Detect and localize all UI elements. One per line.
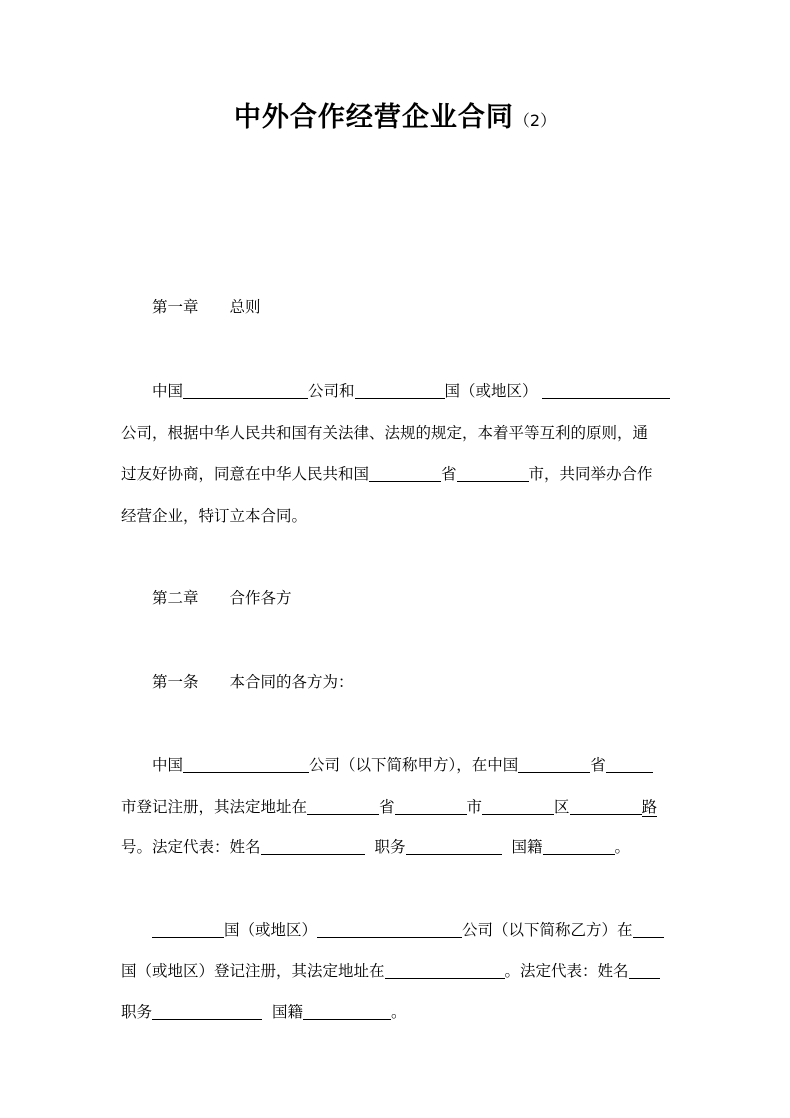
p1-text: 中国: [152, 382, 184, 400]
chapter-2-name: 合作各方: [229, 589, 292, 607]
party-b-name-blank: [317, 920, 462, 938]
p2-text: 市登记注册，其法定地址在: [121, 798, 308, 816]
p2-text: 路: [641, 798, 658, 816]
chapter-2-number: 第二章: [152, 589, 199, 607]
title-main: 中外合作经营企业合同: [233, 102, 514, 133]
p2-line3: [121, 836, 671, 858]
p2-line1: [152, 754, 671, 776]
address-blank: [385, 961, 505, 979]
representative-name-blank: [629, 961, 660, 979]
nationality-blank: [303, 1002, 391, 1020]
p2-text: 区: [554, 798, 570, 816]
p1-text: 过友好协商，同意在中华人民共和国: [121, 465, 370, 483]
p1-line1: [152, 380, 671, 402]
p3-line2: [121, 960, 671, 982]
p2-text: 国籍: [511, 838, 543, 856]
foreign-company-blank: [542, 381, 670, 399]
party-b-country-blank: [152, 920, 224, 938]
chapter-2-heading: [152, 587, 671, 609]
representative-name-blank: [261, 837, 365, 855]
city-blank: [457, 464, 529, 482]
chapter-1-number: 第一章: [152, 298, 199, 316]
address-road-blank: [570, 797, 642, 815]
article-1-number: 第一条: [152, 673, 199, 691]
position-blank: [152, 1002, 262, 1020]
article-1-text: 本合同的各方为：: [229, 673, 354, 691]
p3-text: 国籍: [272, 1003, 304, 1021]
address-district-blank: [482, 797, 554, 815]
p3-line3: [121, 1001, 671, 1023]
p3-text: 公司（以下简称乙方）在: [462, 921, 633, 939]
p2-text: 。: [614, 838, 631, 856]
p2-text: 中国: [152, 756, 184, 774]
chapter-1-heading: [152, 296, 671, 318]
p1-text: 市，共同举办合作: [528, 465, 653, 483]
p1-text: 省: [441, 465, 457, 483]
p2-text: 职务: [374, 838, 406, 856]
company-name-blank: [183, 381, 308, 399]
p2-text: 号。法定代表：姓名: [121, 838, 261, 856]
province-blank: [518, 755, 590, 773]
address-city-blank: [395, 797, 467, 815]
p1-text: 公司和: [308, 382, 355, 400]
country-blank: [355, 381, 445, 399]
party-a-name-blank: [183, 755, 309, 773]
nationality-blank: [543, 837, 615, 855]
p3-text: 。法定代表：姓名: [504, 962, 629, 980]
p2-line2: [121, 796, 671, 818]
registration-country-blank: [633, 920, 664, 938]
article-1-heading: [152, 671, 671, 693]
p2-text: 公司（以下简称甲方），在中国: [309, 756, 519, 774]
city-blank: [606, 755, 653, 773]
p3-text: 。: [391, 1003, 407, 1021]
p3-text: 国（或地区）: [224, 921, 318, 939]
title-suffix: （2）: [513, 111, 557, 130]
chapter-1-name: 总则: [229, 298, 261, 316]
p1-line3: [121, 463, 671, 485]
document-title: [0, 95, 790, 134]
p1-line4: 经营企业，特订立本合同。: [121, 507, 308, 525]
address-province-blank: [307, 797, 379, 815]
p1-text: 国（或地区）: [444, 382, 538, 400]
p3-text: 国（或地区）登记注册，其法定地址在: [121, 962, 385, 980]
province-blank: [369, 464, 441, 482]
p2-text: 市: [466, 798, 483, 816]
p2-text: 省: [379, 798, 395, 816]
position-blank: [406, 837, 502, 855]
p2-text: 省: [590, 756, 606, 774]
p3-line1: [152, 919, 671, 941]
p1-line2: 公司，根据中华人民共和国有关法律、法规的规定，本着平等互利的原则，通: [121, 424, 649, 442]
p3-text: 职务: [121, 1003, 153, 1021]
